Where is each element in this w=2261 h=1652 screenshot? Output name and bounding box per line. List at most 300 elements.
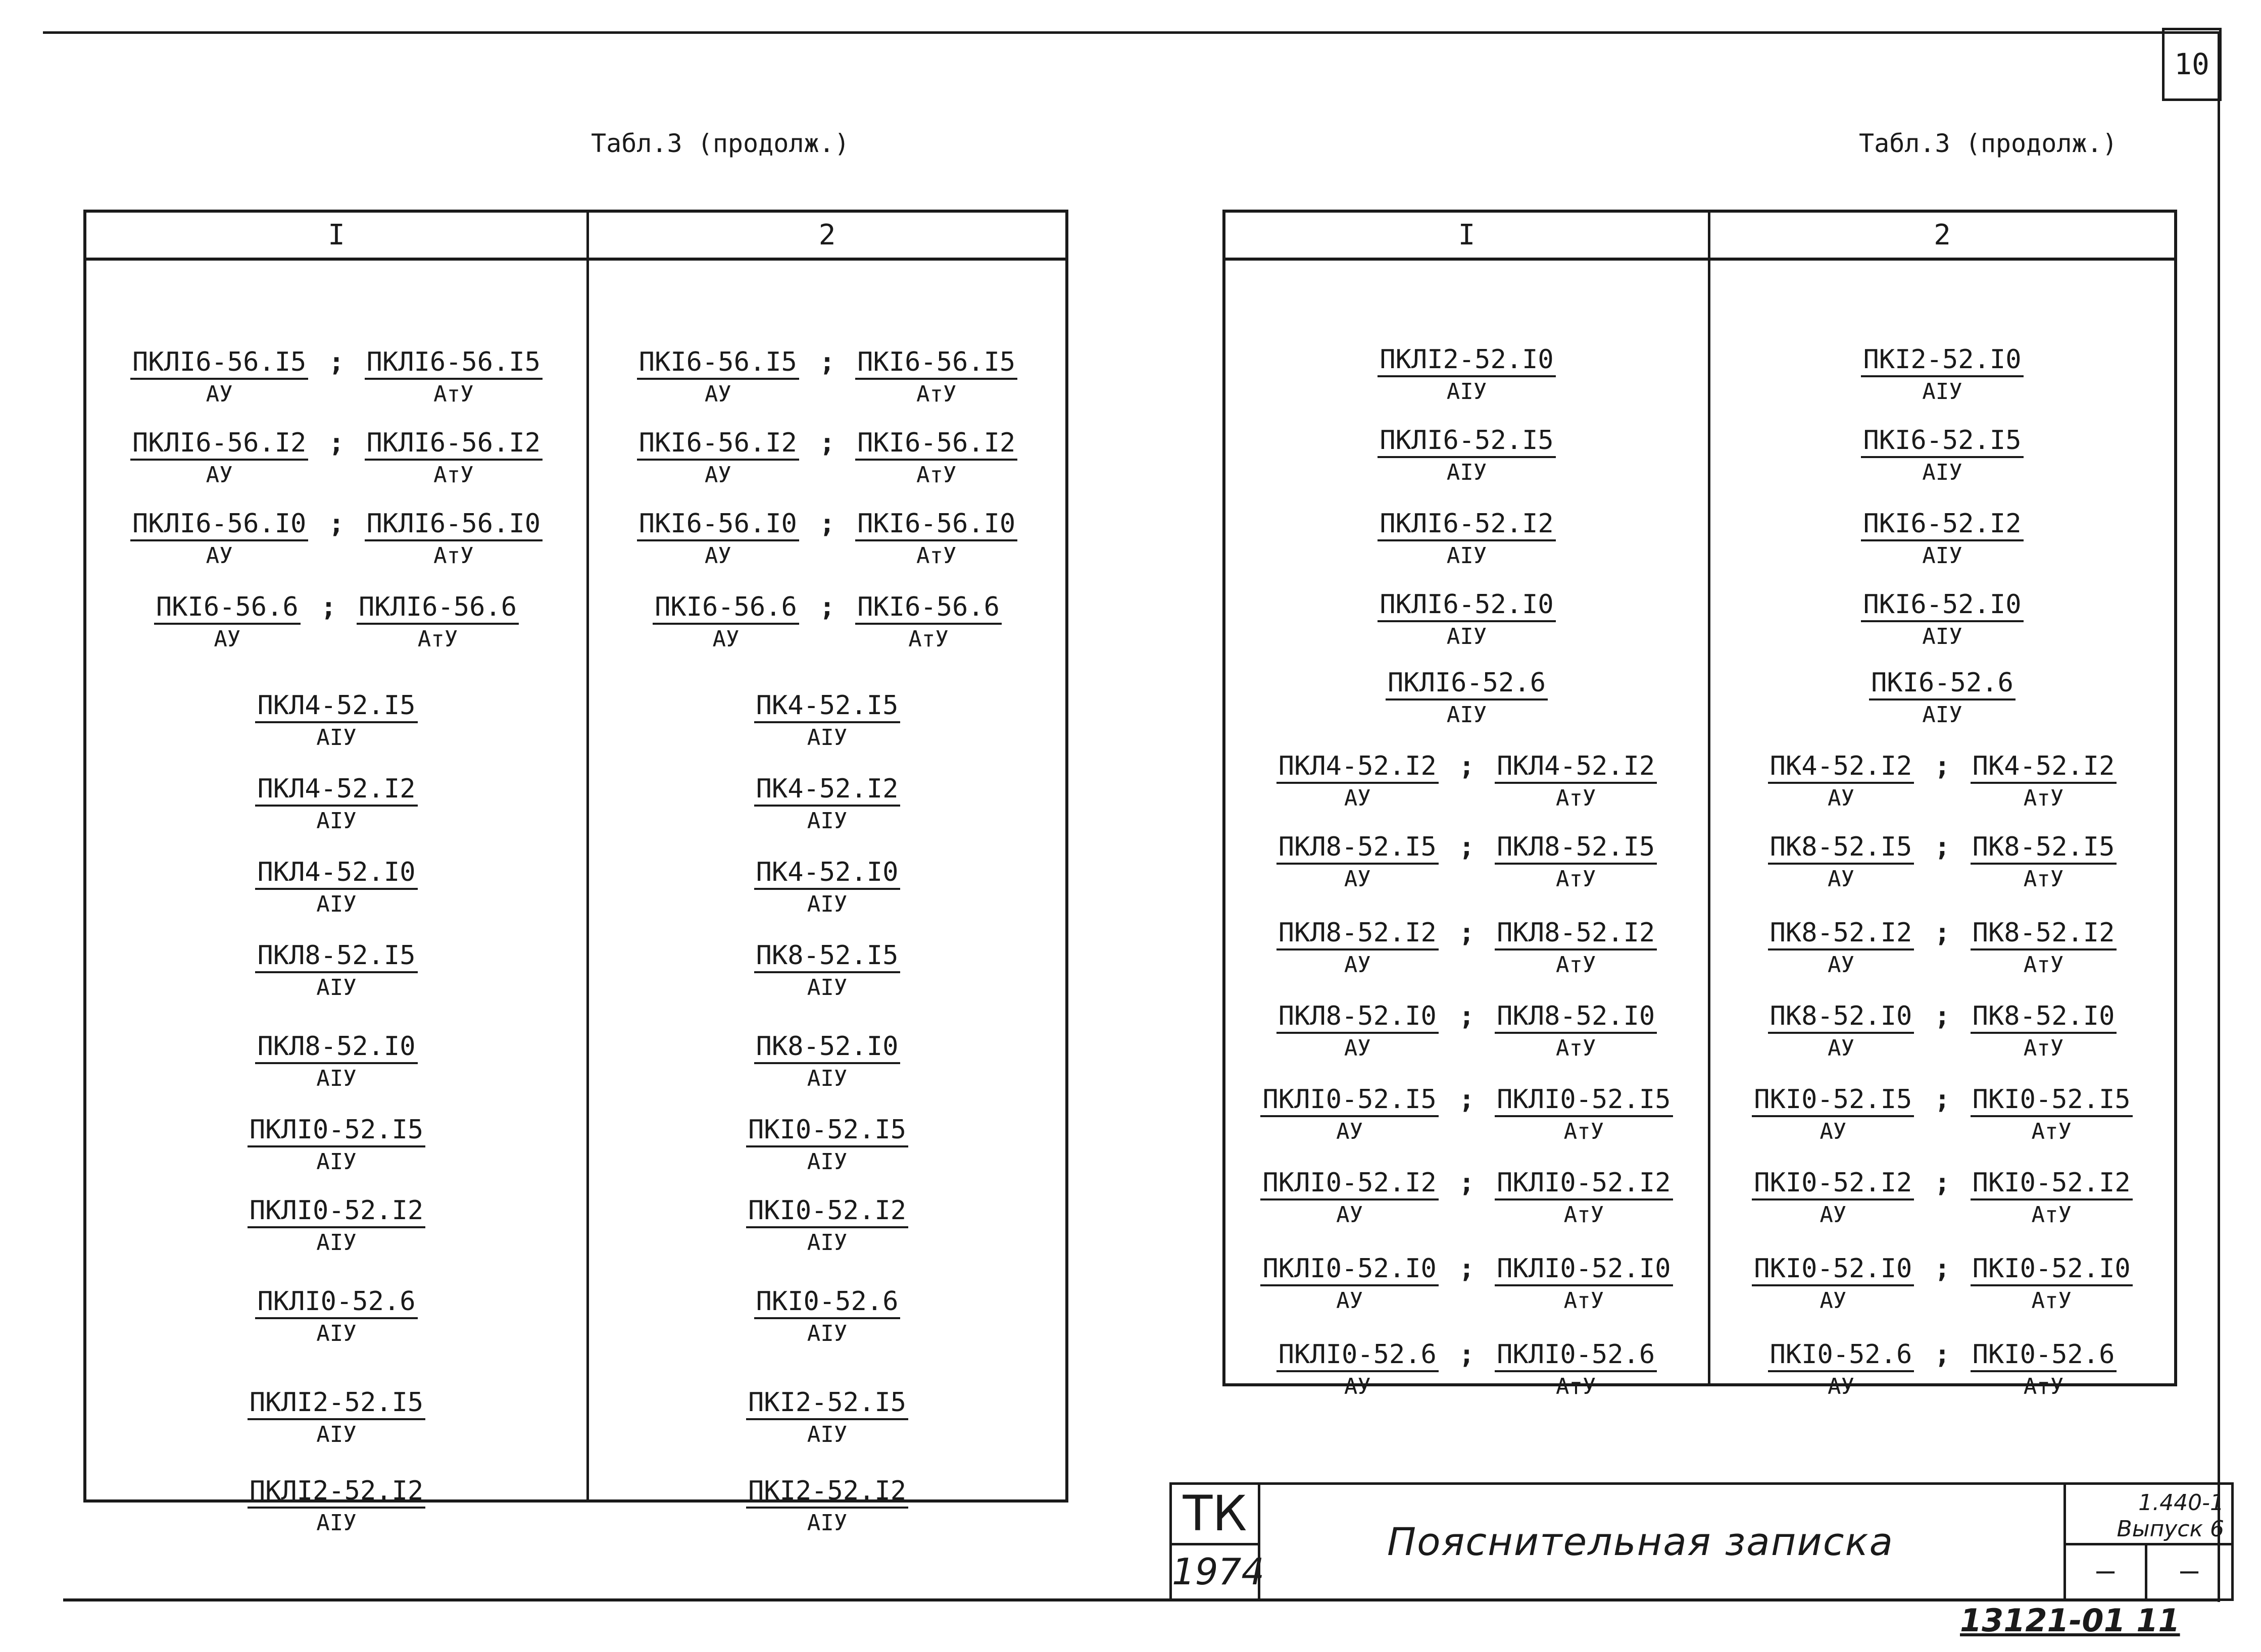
steel-grade: АУ [1344, 952, 1371, 978]
product-code: ПКЛI0-52.I5 [248, 1114, 425, 1147]
table-row [589, 427, 1065, 490]
steel-grade: АIУ [807, 891, 848, 917]
product-code: ПКI6-56.I0 [855, 508, 1017, 541]
product-code-fraction [1495, 1339, 1657, 1401]
product-code: ПКI0-52.I5 [1971, 1084, 2133, 1117]
product-code: ПК8-52.I5 [1768, 831, 1914, 865]
product-code-fraction [248, 1387, 425, 1449]
product-code: ПК4-52.I2 [1768, 750, 1914, 784]
product-code: ПКЛI6-56.I5 [130, 346, 308, 380]
table-row [1710, 831, 2174, 894]
steel-grade: АУ [1827, 785, 1854, 811]
product-code: ПКЛ4-52.I2 [255, 773, 417, 807]
table-row [86, 690, 586, 753]
product-code-fraction [365, 346, 543, 409]
product-code: ПК8-52.I5 [1971, 831, 2117, 865]
right-header-col1: I [1458, 219, 1476, 252]
product-code-fraction [653, 591, 799, 654]
left-col2-body [589, 261, 1065, 1536]
product-code: ПКI6-56.6 [154, 591, 301, 625]
steel-grade: АтУ [916, 462, 957, 488]
steel-grade: АУ [712, 626, 740, 652]
product-code: ПКЛI6-52.6 [1386, 667, 1548, 700]
product-code: ПКЛI6-52.I5 [1378, 425, 1555, 458]
product-code: ПКЛI0-52.I2 [1495, 1167, 1673, 1200]
title-block-sheet-a: — [2063, 1545, 2147, 1598]
product-code-fraction [746, 1114, 908, 1177]
table-row [1710, 667, 2174, 730]
steel-grade: АIУ [316, 891, 357, 917]
item-separator: ; [819, 592, 835, 622]
product-code-fraction [1768, 917, 1914, 980]
table-row [1710, 508, 2174, 571]
product-code-fraction [637, 427, 799, 490]
steel-grade: АУ [1344, 866, 1371, 892]
steel-grade: АIУ [316, 1510, 357, 1536]
table-row [86, 773, 586, 836]
steel-grade: АУ [1820, 1288, 1847, 1314]
steel-grade: АУ [1336, 1288, 1363, 1314]
product-code-fraction [154, 591, 301, 654]
table-row [1225, 1253, 1708, 1316]
table-row [1710, 1167, 2174, 1230]
steel-grade: АIУ [1446, 624, 1487, 649]
product-code-fraction [1971, 1084, 2133, 1146]
table-row [86, 857, 586, 919]
product-code-fraction [255, 773, 417, 836]
item-separator: ; [328, 347, 345, 377]
product-code: ПКI6-56.I2 [855, 427, 1017, 461]
product-code: ПКЛI6-52.I0 [1378, 589, 1555, 622]
item-separator: ; [1934, 1254, 1950, 1284]
steel-grade: АтУ [908, 626, 949, 652]
product-code: ПКI6-56.I0 [637, 508, 799, 541]
page-number: 10 [2162, 28, 2222, 101]
product-code-fraction [637, 346, 799, 409]
product-code: ПКI0-52.I5 [746, 1114, 908, 1147]
table-row [1710, 344, 2174, 407]
table-row [86, 1286, 586, 1348]
product-code: ПКЛI0-52.I0 [1260, 1253, 1438, 1286]
right-col1-body [1225, 261, 1708, 1399]
product-code-fraction [130, 427, 308, 490]
table-row [1225, 667, 1708, 730]
product-code: ПКI0-52.I2 [746, 1195, 908, 1228]
product-code-fraction [1768, 831, 1914, 894]
title-block-series [2063, 1485, 2231, 1545]
steel-grade: АIУ [316, 1149, 357, 1175]
product-code-fraction [1971, 831, 2117, 894]
product-code-fraction [248, 1114, 425, 1177]
product-code-fraction [1752, 1253, 1914, 1316]
product-code: ПКI0-52.I2 [1971, 1167, 2133, 1200]
right-col2-body [1710, 261, 2174, 1399]
table-row [1225, 750, 1708, 813]
product-code: ПКI6-52.I5 [1861, 425, 2023, 458]
product-code-fraction [1861, 589, 2023, 652]
steel-grade: АУ [1820, 1202, 1847, 1228]
table-row [1225, 1167, 1708, 1230]
steel-grade: АтУ [2031, 1119, 2072, 1144]
product-code-fraction [754, 940, 901, 1003]
product-code: ПКЛ8-52.I0 [255, 1031, 417, 1064]
table-row [1710, 589, 2174, 652]
steel-grade: АУ [704, 543, 731, 569]
steel-grade: АIУ [1922, 702, 1962, 728]
product-code-fraction [365, 508, 543, 571]
table-row [86, 508, 586, 571]
table-row [86, 940, 586, 1003]
table-row [589, 690, 1065, 753]
product-code: ПКI0-52.I0 [1971, 1253, 2133, 1286]
product-code-fraction [1971, 917, 2117, 980]
table-row [589, 1031, 1065, 1093]
steel-grade: АIУ [1446, 702, 1487, 728]
steel-grade: АтУ [2031, 1288, 2072, 1314]
steel-grade: АтУ [916, 543, 957, 569]
steel-grade: АIУ [807, 808, 848, 834]
product-code: ПКI6-52.I0 [1861, 589, 2023, 622]
steel-grade: АтУ [1555, 866, 1596, 892]
product-code: ПКI2-52.I0 [1861, 344, 2023, 377]
steel-grade: АУ [214, 626, 241, 652]
right-table [1222, 210, 2177, 1399]
steel-grade: АтУ [1563, 1202, 1604, 1228]
product-code-fraction [1378, 508, 1555, 571]
product-code-fraction [357, 591, 519, 654]
product-code: ПК4-52.I2 [1971, 750, 2117, 784]
product-code: ПКЛ8-52.I0 [1495, 1000, 1657, 1034]
steel-grade: АIУ [807, 1510, 848, 1536]
product-code: ПКI0-52.I5 [1752, 1084, 1914, 1117]
steel-grade: АIУ [1922, 460, 1962, 485]
product-code-fraction [1495, 1084, 1673, 1146]
table-row [589, 508, 1065, 571]
product-code-fraction [1378, 589, 1555, 652]
product-code: ПКЛI6-56.6 [357, 591, 519, 625]
steel-grade: АтУ [417, 626, 458, 652]
item-separator: ; [1458, 832, 1475, 862]
table-row [589, 940, 1065, 1003]
left-header-col1: I [328, 219, 345, 252]
table-row [1225, 1000, 1708, 1063]
table-row [1225, 1084, 1708, 1146]
steel-grade: АУ [1827, 952, 1854, 978]
product-code-fraction [1276, 750, 1439, 813]
product-code-fraction [1276, 831, 1439, 894]
table-row [1225, 1339, 1708, 1401]
product-code: ПК8-52.I0 [754, 1031, 901, 1064]
item-separator: ; [1458, 1084, 1475, 1115]
product-code: ПКЛI0-52.I2 [248, 1195, 425, 1228]
product-code: ПК8-52.I5 [754, 940, 901, 973]
product-code-fraction [1768, 750, 1914, 813]
table-row [1710, 1339, 2174, 1401]
item-separator: ; [819, 347, 835, 377]
table-row [1225, 831, 1708, 894]
product-code-fraction [1768, 1339, 1914, 1401]
product-code-fraction [1752, 1084, 1914, 1146]
steel-grade: АIУ [316, 808, 357, 834]
product-code: ПКЛ8-52.I5 [1495, 831, 1657, 865]
item-separator: ; [1458, 918, 1475, 948]
product-code: ПКЛI6-56.I0 [130, 508, 308, 541]
right-header-col2: 2 [1934, 219, 1951, 252]
steel-grade: АтУ [2023, 866, 2064, 892]
steel-grade: АУ [206, 381, 233, 407]
product-code: ПКЛI2-52.I2 [248, 1475, 425, 1509]
product-code-fraction [130, 508, 308, 571]
item-separator: ; [1934, 1001, 1950, 1031]
product-code-fraction [1971, 1253, 2133, 1316]
product-code: ПКI6-56.I5 [855, 346, 1017, 380]
steel-grade: АIУ [807, 975, 848, 1000]
product-code-fraction [1276, 917, 1439, 980]
steel-grade: АтУ [2023, 952, 2064, 978]
product-code-fraction [855, 508, 1017, 571]
title-block [1169, 1482, 2234, 1601]
product-code-fraction [1768, 1000, 1914, 1063]
product-code: ПКЛ4-52.I5 [255, 690, 417, 723]
product-code: ПК4-52.I0 [754, 857, 901, 890]
steel-grade: АУ [1827, 1374, 1854, 1399]
steel-grade: АУ [1344, 1374, 1371, 1399]
product-code: ПКЛ8-52.I2 [1276, 917, 1439, 950]
product-code: ПКI6-56.I2 [637, 427, 799, 461]
product-code: ПКI6-56.6 [855, 591, 1002, 625]
item-separator: ; [819, 428, 835, 458]
steel-grade: АУ [1336, 1119, 1363, 1144]
table-row [1225, 425, 1708, 487]
product-code-fraction [248, 1195, 425, 1258]
steel-grade: АУ [206, 462, 233, 488]
product-code: ПКЛ4-52.I0 [255, 857, 417, 890]
table-row [86, 427, 586, 490]
item-separator: ; [1458, 751, 1475, 781]
table-row [86, 591, 586, 654]
item-separator: ; [1458, 1254, 1475, 1284]
steel-grade: АУ [704, 462, 731, 488]
table-row [589, 591, 1065, 654]
steel-grade: АтУ [2023, 1374, 2064, 1399]
product-code: ПКЛI6-56.I5 [365, 346, 543, 380]
steel-grade: АтУ [2023, 1035, 2064, 1061]
series-number: 1.440-1 [2138, 1490, 2224, 1516]
item-separator: ; [328, 428, 345, 458]
item-separator: ; [1458, 1168, 1475, 1198]
product-code-fraction [255, 940, 417, 1003]
table-row [1710, 917, 2174, 980]
product-code: ПК4-52.I2 [754, 773, 901, 807]
product-code: ПКЛI0-52.I5 [1260, 1084, 1438, 1117]
product-code: ПК8-52.I2 [1768, 917, 1914, 950]
product-code: ПКЛ8-52.I0 [1276, 1000, 1439, 1034]
item-separator: ; [1934, 918, 1950, 948]
item-separator: ; [1934, 1168, 1950, 1198]
product-code-fraction [746, 1475, 908, 1538]
steel-grade: АтУ [1555, 785, 1596, 811]
product-code-fraction [255, 857, 417, 919]
steel-grade: АУ [1827, 866, 1854, 892]
steel-grade: АтУ [916, 381, 957, 407]
product-code-fraction [255, 1286, 417, 1348]
product-code: ПКI0-52.6 [1768, 1339, 1914, 1372]
item-separator: ; [1934, 1084, 1950, 1115]
product-code-fraction [754, 857, 901, 919]
product-code-fraction [365, 427, 543, 490]
product-code: ПКI6-52.6 [1869, 667, 2016, 700]
product-code: ПКЛI0-52.6 [1495, 1339, 1657, 1372]
right-border-line [2218, 31, 2220, 1602]
product-code: ПКЛI0-52.I2 [1260, 1167, 1438, 1200]
product-code-fraction [754, 1031, 901, 1093]
product-code-fraction [1495, 1253, 1673, 1316]
item-separator: ; [1934, 751, 1950, 781]
product-code-fraction [855, 346, 1017, 409]
product-code-fraction [1971, 1339, 2117, 1401]
table-row [589, 1286, 1065, 1348]
steel-grade: АIУ [316, 725, 357, 750]
product-code-fraction [1378, 425, 1555, 487]
steel-grade: АIУ [316, 1422, 357, 1447]
product-code-fraction [130, 346, 308, 409]
product-code: ПКI2-52.I2 [746, 1475, 908, 1509]
product-code: ПКI0-52.6 [1971, 1339, 2117, 1372]
product-code: ПКI6-56.I5 [637, 346, 799, 380]
right-table-caption: Табл.3 (продолж.) [1859, 129, 2118, 158]
product-code-fraction [637, 508, 799, 571]
table-row [1710, 750, 2174, 813]
item-separator: ; [328, 509, 345, 539]
table-row [86, 1114, 586, 1177]
steel-grade: АУ [1820, 1119, 1847, 1144]
inventory-code: 13121-01 11 [1960, 1602, 2180, 1639]
table-row [86, 346, 586, 409]
table-row [1710, 425, 2174, 487]
steel-grade: АУ [1344, 1035, 1371, 1061]
item-separator: ; [1934, 1339, 1950, 1370]
steel-grade: АтУ [1555, 952, 1596, 978]
product-code-fraction [1971, 1167, 2133, 1230]
product-code-fraction [1495, 831, 1657, 894]
product-code-fraction [746, 1195, 908, 1258]
steel-grade: АтУ [433, 381, 474, 407]
table-row [589, 1114, 1065, 1177]
steel-grade: АтУ [1563, 1119, 1604, 1144]
product-code-fraction [1971, 1000, 2117, 1063]
product-code: ПКЛ4-52.I2 [1276, 750, 1439, 784]
product-code-fraction [754, 690, 901, 753]
table-row [86, 1195, 586, 1258]
top-border-line [43, 31, 2220, 34]
table-row [589, 773, 1065, 836]
series-issue: Выпуск 6 [2117, 1516, 2224, 1542]
product-code: ПКЛ8-52.I2 [1495, 917, 1657, 950]
steel-grade: АтУ [1555, 1035, 1596, 1061]
product-code: ПКI6-56.6 [653, 591, 799, 625]
product-code: ПК8-52.I0 [1768, 1000, 1914, 1034]
product-code-fraction [1861, 425, 2023, 487]
product-code-fraction [1861, 344, 2023, 407]
steel-grade: АIУ [316, 1321, 357, 1346]
table-row [1710, 1000, 2174, 1063]
product-code-fraction [1260, 1253, 1438, 1316]
product-code: ПКЛI0-52.I0 [1495, 1253, 1673, 1286]
product-code: ПКЛI6-56.I0 [365, 508, 543, 541]
title-block-title: Пояснительная записка [1387, 1519, 1894, 1564]
title-block-code: ТК [1172, 1485, 1260, 1545]
table-row [1225, 344, 1708, 407]
table-row [1225, 917, 1708, 980]
table-row [86, 1475, 586, 1538]
product-code-fraction [1869, 667, 2016, 730]
steel-grade: АIУ [1446, 543, 1487, 569]
left-table-header [86, 213, 1065, 261]
product-code: ПКЛI6-56.I2 [130, 427, 308, 461]
product-code-fraction [855, 591, 1002, 654]
steel-grade: АIУ [807, 1149, 848, 1175]
steel-grade: АIУ [316, 1066, 357, 1091]
steel-grade: АIУ [807, 725, 848, 750]
steel-grade: АIУ [316, 975, 357, 1000]
table-row [589, 1387, 1065, 1449]
steel-grade: АIУ [316, 1230, 357, 1256]
product-code-fraction [1495, 750, 1657, 813]
left-table-caption: Табл.3 (продолж.) [591, 129, 850, 158]
table-row [589, 346, 1065, 409]
steel-grade: АтУ [2023, 785, 2064, 811]
steel-grade: АтУ [1555, 1374, 1596, 1399]
product-code: ПКI2-52.I5 [746, 1387, 908, 1420]
product-code-fraction [1495, 1167, 1673, 1230]
product-code: ПК8-52.I2 [1971, 917, 2117, 950]
item-separator: ; [1934, 832, 1950, 862]
product-code-fraction [1752, 1167, 1914, 1230]
steel-grade: АУ [1344, 785, 1371, 811]
product-code: ПКЛ8-52.I5 [1276, 831, 1439, 865]
steel-grade: АтУ [1563, 1288, 1604, 1314]
product-code: ПКI0-52.I0 [1752, 1253, 1914, 1286]
product-code: ПКI0-52.6 [754, 1286, 901, 1319]
product-code: ПКЛ4-52.I2 [1495, 750, 1657, 784]
steel-grade: АУ [1336, 1202, 1363, 1228]
table-row [86, 1031, 586, 1093]
product-code: ПКI6-52.I2 [1861, 508, 2023, 541]
table-row [1710, 1253, 2174, 1316]
steel-grade: АтУ [433, 543, 474, 569]
product-code-fraction [1260, 1167, 1438, 1230]
table-row [1710, 1084, 2174, 1146]
product-code: ПКЛ8-52.I5 [255, 940, 417, 973]
product-code-fraction [754, 773, 901, 836]
product-code-fraction [1378, 344, 1555, 407]
product-code: ПК8-52.I0 [1971, 1000, 2117, 1034]
table-row [1225, 508, 1708, 571]
product-code-fraction [746, 1387, 908, 1449]
product-code: ПКЛI6-52.I2 [1378, 508, 1555, 541]
steel-grade: АтУ [2031, 1202, 2072, 1228]
steel-grade: АIУ [1922, 624, 1962, 649]
product-code: ПК4-52.I5 [754, 690, 901, 723]
item-separator: ; [819, 509, 835, 539]
left-table [83, 210, 1068, 1536]
product-code: ПКI0-52.I2 [1752, 1167, 1914, 1200]
item-separator: ; [320, 592, 336, 622]
right-table-header [1225, 213, 2174, 261]
product-code-fraction [754, 1286, 901, 1348]
product-code-fraction [1495, 1000, 1657, 1063]
product-code-fraction [1276, 1339, 1439, 1401]
